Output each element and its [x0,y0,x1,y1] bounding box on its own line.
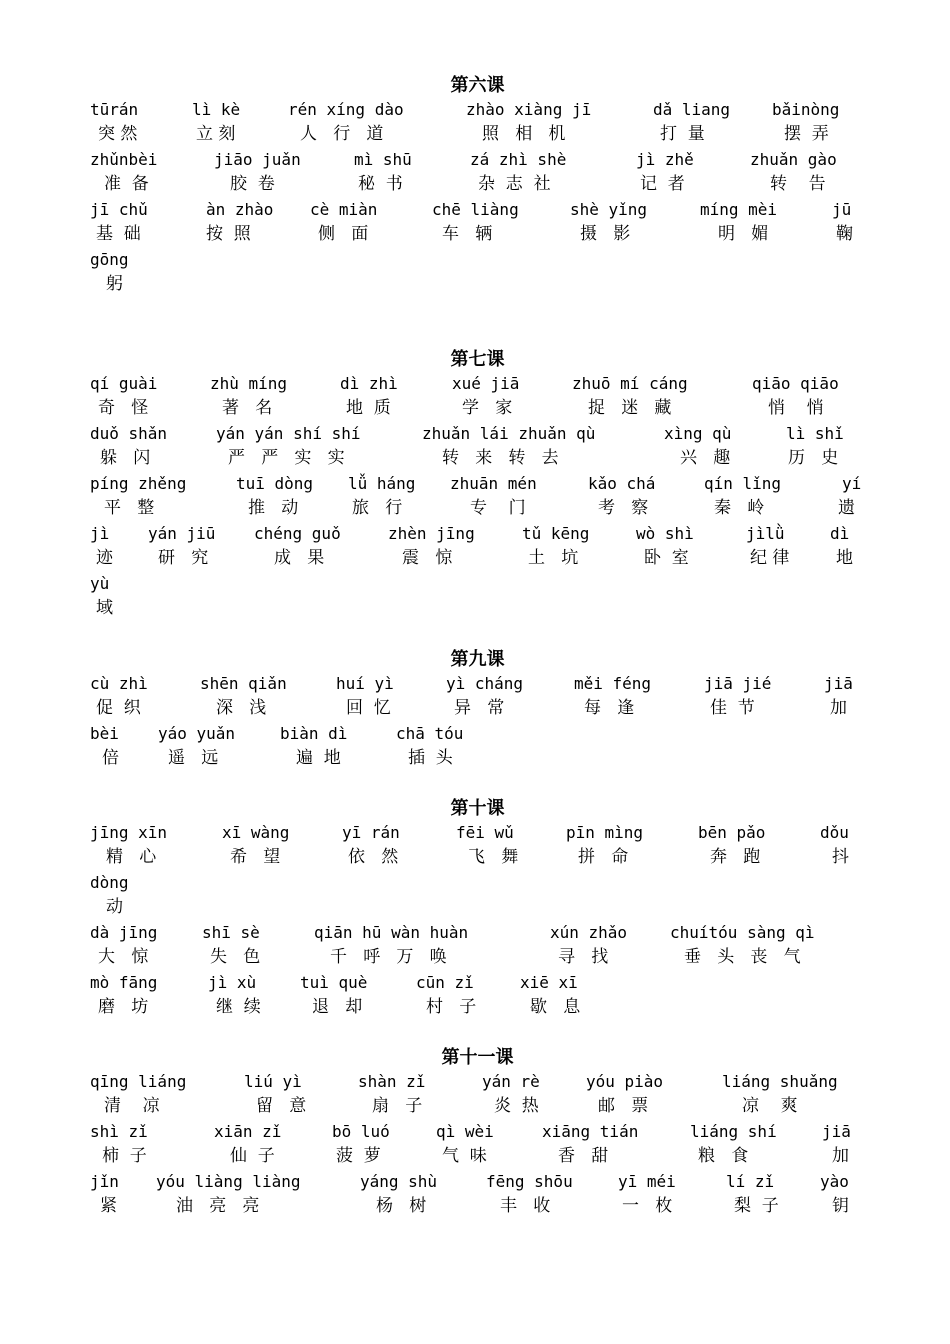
hanzi-word: 退 却 [312,997,363,1017]
hanzi-word: 鞠 [836,224,853,244]
hanzi-word: 飞 舞 [468,847,519,867]
lesson-title: 第七课 [450,349,505,370]
hanzi-row [90,895,865,921]
lesson-6 [90,74,865,298]
pinyin-row [90,148,865,172]
pinyin-word: míng mèi [700,200,778,219]
pinyin-word: yóu piào [586,1072,664,1091]
hanzi-word: 悄 悄 [768,398,824,418]
hanzi-word: 梨 子 [734,1196,779,1216]
hanzi-word: 平 整 [104,498,155,518]
pinyin-word: qì wèi [436,1122,494,1141]
hanzi-row [90,222,865,248]
pinyin-word: yì cháng [446,674,524,693]
hanzi-word: 考 察 [598,498,649,518]
hanzi-word: 加 [832,1146,849,1166]
hanzi-word: 专 门 [470,498,526,518]
pinyin-word: liáng shí [690,1122,777,1141]
pinyin-word: wò shì [636,524,694,543]
hanzi-word: 杨 树 [376,1196,427,1216]
hanzi-row [90,945,865,971]
pinyin-word: qín lǐng [704,474,782,493]
hanzi-word: 成 果 [274,548,325,568]
pinyin-word: zhuǎn gào [750,150,837,169]
hanzi-word: 拼 命 [578,847,629,867]
hanzi-word: 侧 面 [318,224,369,244]
hanzi-row [90,546,865,572]
hanzi-word: 菠 萝 [336,1146,381,1166]
hanzi-row [90,995,865,1021]
pinyin-word: mì shū [354,150,412,169]
pinyin-word: lì kè [192,100,241,119]
hanzi-word: 突 然 [98,124,138,144]
hanzi-word: 留 意 [256,1096,307,1116]
hanzi-word: 照 相 机 [482,124,566,144]
pinyin-word: shì zǐ [90,1122,148,1141]
pinyin-word: yán jiū [148,524,216,543]
hanzi-word: 杂 志 社 [478,174,551,194]
hanzi-word: 立 刻 [196,124,236,144]
pinyin-word: zhuǎn lái zhuǎn qù [422,424,596,443]
pinyin-row [90,821,865,845]
pinyin-word: chéng guǒ [254,524,341,543]
hanzi-row [90,1194,865,1220]
hanzi-word: 歇 息 [530,997,581,1017]
hanzi-word: 希 望 [230,847,281,867]
hanzi-word: 柿 子 [102,1146,147,1166]
lesson-title: 第十一课 [441,1047,514,1068]
pinyin-word: jiā [824,674,853,693]
hanzi-row [90,446,865,472]
pinyin-word: fēng shōu [486,1172,573,1191]
pinyin-word: zhuō mí cáng [572,374,688,393]
pinyin-word: àn zhào [206,200,274,219]
hanzi-word: 基 础 [96,224,141,244]
hanzi-word: 捉 迷 藏 [588,398,672,418]
hanzi-word: 回 忆 [346,698,391,718]
pinyin-word: qīng liáng [90,1072,187,1091]
pinyin-word: zhǔnbèi [90,150,158,169]
pinyin-word: shī sè [202,923,260,942]
hanzi-row [90,396,865,422]
pinyin-word: zhào xiàng jī [466,100,592,119]
pinyin-word: jū [832,200,852,219]
pinyin-word: yào [820,1172,849,1191]
hanzi-word: 震 惊 [402,548,453,568]
hanzi-word: 域 [96,598,113,618]
pinyin-word: dì [830,524,850,543]
pinyin-word: jǐn [90,1172,119,1191]
pinyin-word: qí guài [90,374,158,393]
pinyin-row [90,1070,865,1094]
hanzi-word: 遥 远 [168,748,219,768]
lesson-title: 第六课 [450,75,505,96]
pinyin-word: xī wàng [222,823,290,842]
pinyin-word: xiē xī [520,973,578,992]
pinyin-word: chuítóu sàng qì [670,923,815,942]
pinyin-word: fēi wǔ [456,823,514,842]
pinyin-word: jiā [822,1122,851,1141]
hanzi-word: 转 来 转 去 [442,448,559,468]
hanzi-word: 磨 坊 [98,997,149,1017]
pinyin-word: xiān zǐ [214,1122,282,1141]
pinyin-word: bō luó [332,1122,390,1141]
pinyin-word: mò fāng [90,973,158,992]
pinyin-word: cù zhì [90,674,148,693]
pinyin-word: dǎ liang [653,100,731,119]
pinyin-word: gōng [90,250,129,269]
hanzi-word: 躬 [106,274,123,294]
pinyin-word: yóu liàng liàng [156,1172,301,1191]
hanzi-word: 准 备 [104,174,149,194]
hanzi-word: 扇 子 [372,1096,423,1116]
hanzi-word: 每 逢 [584,698,635,718]
hanzi-word: 人 行 道 [300,124,384,144]
hanzi-word: 村 子 [426,997,477,1017]
hanzi-row [90,172,865,198]
pinyin-word: yī méi [618,1172,676,1191]
hanzi-word: 深 浅 [216,698,267,718]
hanzi-word: 倍 [102,748,119,768]
pinyin-word: cūn zǐ [416,973,474,992]
pinyin-word: jīng xīn [90,823,168,842]
pinyin-word: bèi [90,724,119,743]
hanzi-word: 香 甜 [558,1146,609,1166]
pinyin-word: kǎo chá [588,474,656,493]
pinyin-word: tūrán [90,100,139,119]
pinyin-row [90,522,865,546]
hanzi-word: 仙 子 [230,1146,275,1166]
pinyin-word: yán rè [482,1072,540,1091]
hanzi-row [90,1144,865,1170]
hanzi-row [90,1094,865,1120]
hanzi-word: 粮 食 [698,1146,749,1166]
hanzi-word: 明 媚 [718,224,769,244]
pinyin-word: pīn mìng [566,823,644,842]
pinyin-word: jī chǔ [90,200,148,219]
pinyin-word: lí zǐ [726,1172,775,1191]
pinyin-row [90,372,865,396]
hanzi-row [90,845,865,871]
hanzi-word: 学 家 [462,398,513,418]
pinyin-row [90,198,865,222]
lesson-11 [90,1046,865,1220]
pinyin-word: yán yán shí shí [216,424,361,443]
hanzi-word: 严 严 实 实 [228,448,345,468]
pinyin-word: dòng [90,873,129,892]
hanzi-word: 一 枚 [622,1196,673,1216]
pinyin-row [90,98,865,122]
hanzi-word: 垂 头 丧 气 [684,947,801,967]
pinyin-word: xué jiā [452,374,520,393]
hanzi-word: 钥 [832,1196,849,1216]
pinyin-word: píng zhěng [90,474,187,493]
pinyin-word: biàn dì [280,724,348,743]
hanzi-word: 著 名 [222,398,273,418]
hanzi-word: 插 头 [408,748,453,768]
hanzi-word: 摄 影 [580,224,631,244]
pinyin-word: bēn pǎo [698,823,766,842]
pinyin-word: jì zhě [636,150,694,169]
pinyin-word: zhuān mén [450,474,537,493]
pinyin-word: xiāng tián [542,1122,639,1141]
pinyin-row [90,572,865,596]
pinyin-word: jiāo juǎn [214,150,301,169]
hanzi-row [90,122,865,148]
pinyin-word: tǔ kēng [522,524,590,543]
lesson-9 [90,648,865,772]
hanzi-word: 加 [830,698,847,718]
hanzi-word: 邮 票 [598,1096,649,1116]
hanzi-word: 车 辆 [442,224,493,244]
pinyin-word: shēn qiǎn [200,674,287,693]
pinyin-word: yáng shù [360,1172,438,1191]
hanzi-word: 奔 跑 [710,847,761,867]
pinyin-word: dì zhì [340,374,398,393]
hanzi-word: 躲 闪 [100,448,151,468]
hanzi-row [90,596,865,622]
pinyin-row [90,1120,865,1144]
pinyin-word: shàn zǐ [358,1072,426,1091]
hanzi-word: 促 织 [96,698,141,718]
hanzi-word: 失 色 [210,947,261,967]
hanzi-word: 气 味 [442,1146,487,1166]
hanzi-word: 土 坑 [528,548,579,568]
pinyin-word: dà jīng [90,923,158,942]
pinyin-word: zá zhì shè [470,150,567,169]
hanzi-word: 地 [836,548,853,568]
hanzi-word: 研 究 [158,548,209,568]
pinyin-word: shè yǐng [570,200,648,219]
hanzi-row [90,696,865,722]
pinyin-word: měi féng [574,674,652,693]
pinyin-row [90,422,865,446]
pinyin-row [90,672,865,696]
hanzi-word: 丰 收 [500,1196,551,1216]
hanzi-row [90,272,865,298]
hanzi-word: 继 续 [216,997,261,1017]
pinyin-word: bǎinòng [772,100,840,119]
pinyin-word: rén xíng dào [288,100,404,119]
pinyin-word: lì shǐ [786,424,844,443]
pinyin-word: chē liàng [432,200,519,219]
hanzi-word: 精 心 [106,847,157,867]
hanzi-word: 秦 岭 [714,498,765,518]
hanzi-word: 寻 找 [558,947,609,967]
hanzi-word: 紧 [100,1196,117,1216]
hanzi-word: 清 凉 [104,1096,160,1116]
pinyin-word: tuī dòng [236,474,314,493]
hanzi-word: 纪 律 [750,548,790,568]
hanzi-word: 转 告 [770,174,826,194]
pinyin-word: yī rán [342,823,400,842]
lesson-7 [90,348,865,622]
pinyin-word: liáng shuǎng [722,1072,838,1091]
hanzi-word: 奇 怪 [98,398,149,418]
pinyin-row [90,871,865,895]
hanzi-word: 摆 弄 [784,124,829,144]
hanzi-word: 千 呼 万 唤 [330,947,447,967]
pinyin-row [90,971,865,995]
lesson-10 [90,797,865,1021]
pinyin-word: qiān hū wàn huàn [314,923,469,942]
pinyin-word: jiā jié [704,674,772,693]
hanzi-row [90,496,865,522]
pinyin-word: zhèn jīng [388,524,475,543]
hanzi-word: 佳 节 [710,698,755,718]
pinyin-word: jìlǜ [746,524,785,543]
pinyin-word: jì [90,524,110,543]
hanzi-word: 动 [106,897,123,917]
hanzi-word: 遍 地 [296,748,341,768]
hanzi-row [90,746,865,772]
pinyin-row [90,921,865,945]
pinyin-word: yáo yuǎn [158,724,236,743]
hanzi-word: 打 量 [660,124,705,144]
hanzi-word: 推 动 [248,498,299,518]
hanzi-word: 油 亮 亮 [176,1196,260,1216]
pinyin-word: yù [90,574,110,593]
pinyin-word: liú yì [244,1072,302,1091]
hanzi-word: 迹 [96,548,113,568]
pinyin-row [90,1170,865,1194]
pinyin-word: jì xù [208,973,257,992]
hanzi-word: 异 常 [454,698,505,718]
pinyin-row [90,722,865,746]
pinyin-word: xìng qù [664,424,732,443]
hanzi-word: 秘 书 [358,174,403,194]
pinyin-word: xún zhǎo [550,923,628,942]
lesson-title: 第十课 [450,798,505,819]
pinyin-row [90,248,865,272]
pinyin-word: duǒ shǎn [90,424,168,443]
hanzi-word: 历 史 [788,448,839,468]
hanzi-word: 地 质 [346,398,391,418]
hanzi-word: 卧 室 [644,548,689,568]
pinyin-word: huí yì [336,674,394,693]
pinyin-word: zhù míng [210,374,288,393]
hanzi-word: 胶 卷 [230,174,275,194]
hanzi-word: 依 然 [348,847,399,867]
pinyin-word: qiāo qiāo [752,374,839,393]
hanzi-word: 遗 [838,498,855,518]
pinyin-word: dǒu [820,823,849,842]
hanzi-word: 抖 [832,847,849,867]
pinyin-word: cè miàn [310,200,378,219]
hanzi-word: 按 照 [206,224,251,244]
hanzi-word: 炎 热 [494,1096,539,1116]
pinyin-word: yí [842,474,862,493]
hanzi-word: 兴 趣 [680,448,731,468]
pinyin-word: chā tóu [396,724,464,743]
hanzi-word: 旅 行 [352,498,403,518]
pinyin-word: tuì què [300,973,368,992]
pinyin-word: lǚ háng [348,474,416,493]
hanzi-word: 记 者 [640,174,685,194]
lesson-title: 第九课 [450,649,505,670]
hanzi-word: 凉 爽 [742,1096,798,1116]
hanzi-word: 大 惊 [98,947,149,967]
pinyin-row [90,472,865,496]
